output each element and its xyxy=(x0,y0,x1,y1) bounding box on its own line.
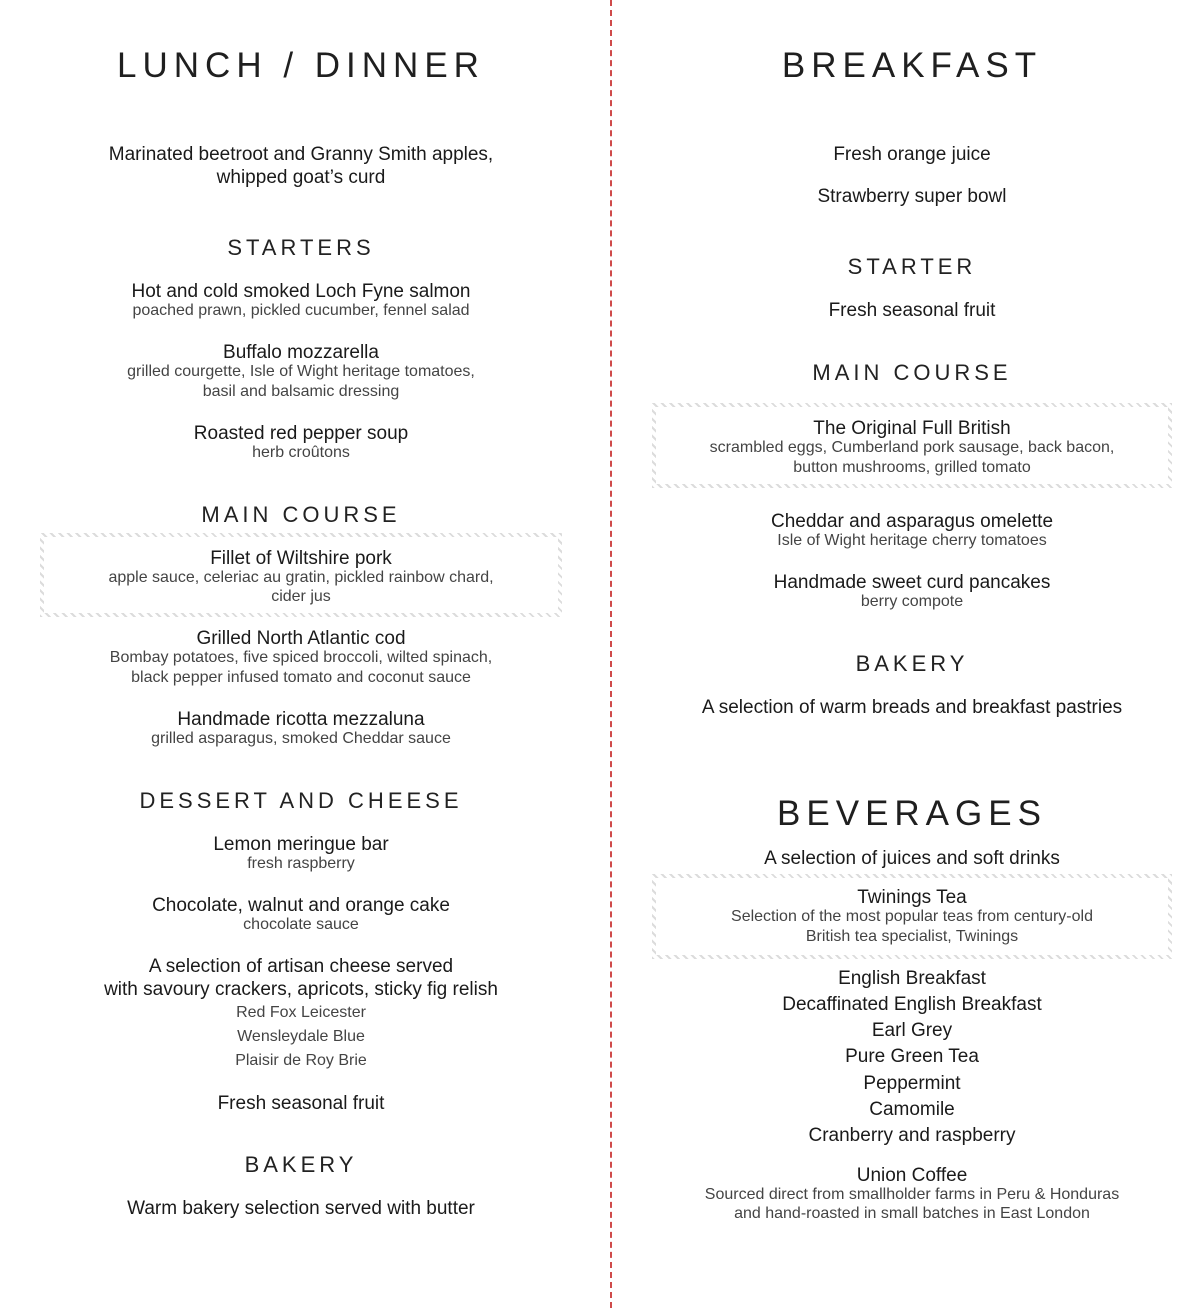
dish-description: cider jus xyxy=(271,588,331,605)
dish-name: Grilled North Atlantic cod xyxy=(196,628,406,649)
tea-item: Peppermint xyxy=(863,1073,961,1094)
dish-name: Fresh seasonal fruit xyxy=(217,1093,385,1114)
cheese-item: Red Fox Leicester xyxy=(236,1004,366,1021)
dish-name: Lemon meringue bar xyxy=(213,834,389,855)
tea-item: English Breakfast xyxy=(838,968,986,989)
dish-description: Isle of Wight heritage cherry tomatoes xyxy=(777,532,1047,549)
bakery-heading: BAKERY xyxy=(244,1152,358,1177)
tea-item: Cranberry and raspberry xyxy=(808,1125,1016,1146)
dish-name: Twinings Tea xyxy=(857,887,967,908)
dish-name: Handmade ricotta mezzaluna xyxy=(177,709,425,730)
main-course-heading: MAIN COURSE xyxy=(201,502,401,527)
dish-name: Roasted red pepper soup xyxy=(193,423,409,444)
dish-description: Selection of the most popular teas from century-old xyxy=(731,908,1093,925)
dish-description: Sourced direct from smallholder farms in Peru & Honduras xyxy=(704,1186,1120,1203)
dish-description: and hand-roasted in small batches in East London xyxy=(734,1205,1090,1222)
bakery-text: Warm bakery selection served with butter xyxy=(127,1198,475,1219)
starter-heading: STARTER xyxy=(847,254,977,279)
main-course-heading: MAIN COURSE xyxy=(812,360,1012,385)
dish-description: scrambled eggs, Cumberland pork sausage, back bacon, xyxy=(709,439,1115,456)
dish-description: poached prawn, pickled cucumber, fennel salad xyxy=(132,302,470,319)
dish-description: button mushrooms, grilled tomato xyxy=(793,459,1031,476)
dish-description: grilled courgette, Isle of Wight heritage tomatoes, xyxy=(127,363,475,380)
cheese-item: Wensleydale Blue xyxy=(237,1028,365,1045)
cheese-item: Plaisir de Roy Brie xyxy=(235,1052,367,1069)
dish-description: berry compote xyxy=(860,593,964,610)
cheese-intro-line: A selection of artisan cheese served xyxy=(148,956,454,977)
bakery-heading: BAKERY xyxy=(855,651,969,676)
beverages-title: BEVERAGES xyxy=(777,794,1047,833)
cheese-intro-line: with savoury crackers, apricots, sticky fig relish xyxy=(104,979,498,1000)
dish-name: Fresh seasonal fruit xyxy=(828,300,996,321)
dish-name: Fillet of Wiltshire pork xyxy=(210,548,392,569)
dish-name: Hot and cold smoked Loch Fyne salmon xyxy=(131,281,471,302)
dish-description: herb croûtons xyxy=(252,444,350,461)
tea-item: Pure Green Tea xyxy=(845,1046,979,1067)
breakfast-title: BREAKFAST xyxy=(781,46,1043,85)
lunch-intro-line: Marinated beetroot and Granny Smith apples, xyxy=(108,144,494,165)
dish-description: Bombay potatoes, five spiced broccoli, wilted spinach, xyxy=(109,649,493,666)
dessert-heading: DESSERT AND CHEESE xyxy=(139,788,463,813)
dish-description: grilled asparagus, smoked Cheddar sauce xyxy=(151,730,451,747)
starters-heading: STARTERS xyxy=(227,235,375,260)
beverage-item: A selection of juices and soft drinks xyxy=(764,848,1060,869)
dish-description: black pepper infused tomato and coconut sauce xyxy=(131,669,471,686)
bakery-text: A selection of warm breads and breakfast pastries xyxy=(701,697,1123,718)
dish-name: The Original Full British xyxy=(813,418,1011,439)
dish-name: Union Coffee xyxy=(856,1165,968,1186)
dish-description: British tea specialist, Twinings xyxy=(805,928,1019,945)
tea-item: Camomile xyxy=(869,1099,955,1120)
dish-description: basil and balsamic dressing xyxy=(202,383,400,400)
lunch-intro-line: whipped goat’s curd xyxy=(216,167,386,188)
dish-description: fresh raspberry xyxy=(247,855,355,872)
tea-item: Decaffinated English Breakfast xyxy=(782,994,1042,1015)
breakfast-intro-item: Fresh orange juice xyxy=(833,144,991,165)
breakfast-intro-item: Strawberry super bowl xyxy=(817,186,1007,207)
column-divider xyxy=(610,0,612,1308)
dish-name: Chocolate, walnut and orange cake xyxy=(152,895,450,916)
lunch-dinner-title: LUNCH / DINNER xyxy=(117,46,485,85)
dish-description: chocolate sauce xyxy=(243,916,359,933)
dish-name: Handmade sweet curd pancakes xyxy=(773,572,1051,593)
tea-item: Earl Grey xyxy=(871,1020,953,1041)
dish-name: Buffalo mozzarella xyxy=(223,342,379,363)
dish-name: Cheddar and asparagus omelette xyxy=(770,511,1054,532)
dish-description: apple sauce, celeriac au gratin, pickled rainbow chard, xyxy=(108,569,494,586)
